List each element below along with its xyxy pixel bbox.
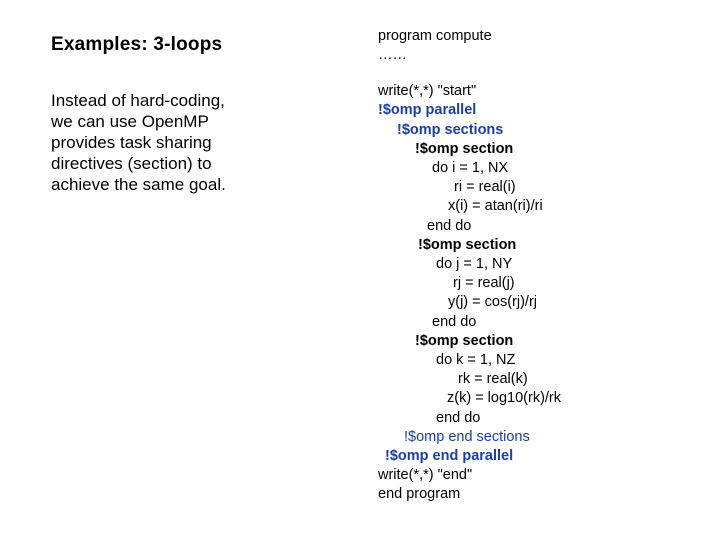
code-line-omp-directive: !$omp end sections [404, 429, 530, 445]
code-line: write(*,*) "end" [378, 467, 473, 483]
code-line: …… [378, 47, 407, 63]
description-line: directives (section) to [51, 154, 212, 173]
code-line: do i = 1, NX [432, 160, 509, 176]
description-line: Instead of hard-coding, [51, 91, 225, 110]
slide-title: Examples: 3-loops [51, 34, 223, 55]
code-line: ri = real(i) [454, 179, 516, 195]
code-line: z(k) = log10(rk)/rk [447, 390, 562, 406]
code-line: do k = 1, NZ [436, 352, 516, 368]
code-line: program compute [378, 28, 492, 44]
code-line: do j = 1, NY [436, 256, 513, 272]
code-line: rk = real(k) [458, 371, 528, 387]
slide-description [51, 90, 291, 195]
description-line: provides task sharing [51, 133, 212, 152]
code-line: end program [378, 486, 461, 502]
code-line-omp-section: !$omp section [418, 237, 517, 253]
code-line-omp-directive: !$omp end parallel [385, 448, 514, 464]
code-line: y(j) = cos(rj)/rj [448, 294, 538, 310]
code-line: end do [427, 218, 472, 234]
code-line: end do [432, 314, 477, 330]
code-block [378, 0, 708, 540]
code-line: end do [436, 410, 481, 426]
code-line: rj = real(j) [453, 275, 515, 291]
code-line-omp-section: !$omp section [415, 141, 514, 157]
code-line: x(i) = atan(ri)/ri [448, 198, 543, 214]
code-line-omp-section: !$omp section [415, 333, 514, 349]
description-line: we can use OpenMP [51, 112, 209, 131]
code-line-omp-directive: !$omp parallel [378, 102, 477, 118]
code-line: write(*,*) "start" [378, 83, 477, 99]
code-line-omp-directive: !$omp sections [397, 122, 504, 138]
description-line: achieve the same goal. [51, 175, 226, 194]
